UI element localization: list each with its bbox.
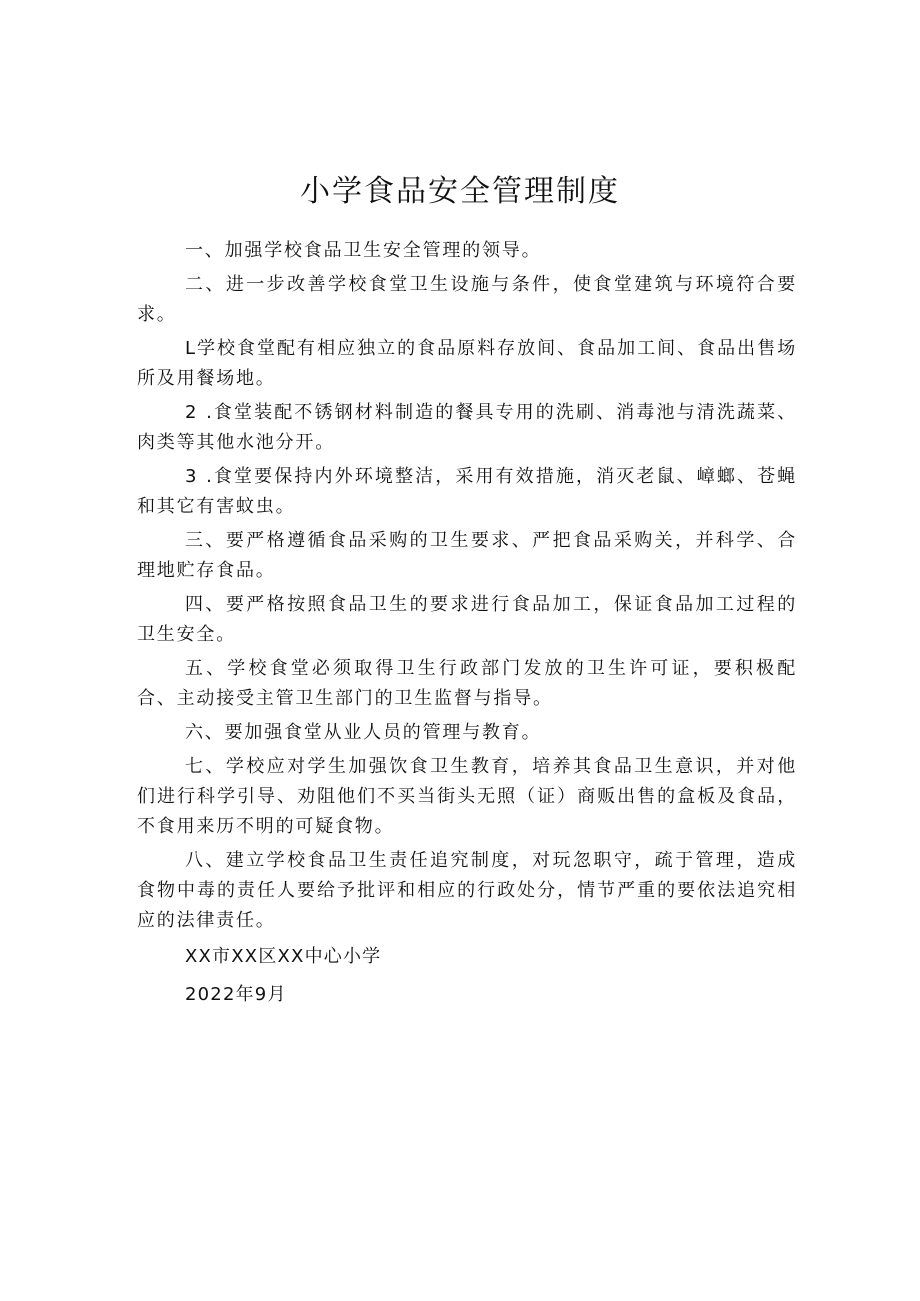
paragraph-8: 五、学校食堂必须取得卫生行政部门发放的卫生许可证，要积极配合、主动接受主管卫生部门的卫生监督与指导。 [137,658,797,709]
paragraph-11: 八、建立学校食品卫生责任追究制度，对玩忽职守，疏于管理，造成食物中毒的责任人要给予批评和相应的行政处分，情节严重的要依法追究相应的法律责任。 [137,850,797,931]
paragraph-2: 二、进一步改善学校食堂卫生设施与条件，使食堂建筑与环境符合要求。 [137,274,797,325]
paragraph-3: L学校食堂配有相应独立的食品原料存放间、食品加工间、食品出售场所及用餐场地。 [137,338,797,389]
paragraph-9: 六、要加强食堂从业人员的管理与教育。 [185,722,542,743]
paragraph-7: 四、要严格按照食品卫生的要求进行食品加工，保证食品加工过程的卫生安全。 [137,594,797,645]
paragraph-10: 七、学校应对学生加强饮食卫生教育，培养其食品卫生意识，并对他们进行科学引导、劝阻他们不买当街头无照（证）商贩出售的盒板及食品，不食用来历不明的可疑食物。 [137,756,797,837]
signature-organization: XX市XX区XX中心小学 [185,946,382,967]
paragraph-1: 一、加强学校食品卫生安全管理的领导。 [185,240,542,261]
paragraph-4: 2 .食堂装配不锈钢材料制造的餐具专用的洗刷、消毒池与清洗蔬菜、肉类等其他水池分开。 [137,402,797,453]
document-title: 小学食品安全管理制度 [300,174,620,209]
paragraph-5: 3 .食堂要保持内外环境整洁，采用有效措施，消灭老鼠、嶂螂、苍蝇和其它有害蚊虫。 [137,466,797,517]
signature-date: 2022年9月 [185,984,287,1005]
document-body [137,236,797,1018]
paragraph-6: 三、要严格遵循食品采购的卫生要求、严把食品采购关，并科学、合理地贮存食品。 [137,530,797,581]
